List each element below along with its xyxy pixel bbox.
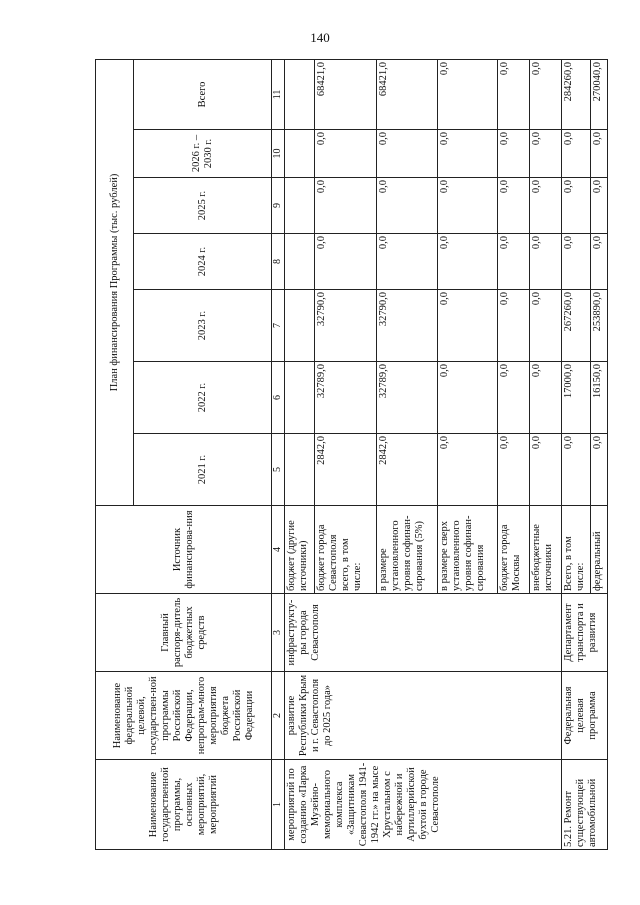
value-cell: 2842,0 — [377, 434, 437, 506]
header-federal-program: Наименование федеральной целевой, государствен-ной программы Российской Федерации, непрограм-много мероприятия бюджета Российской Федерации — [96, 672, 272, 760]
value-cell: 0,0 — [377, 234, 437, 290]
col-number: 4 — [272, 506, 285, 594]
col-number: 11 — [272, 59, 285, 129]
value-cell: 0,0 — [437, 234, 497, 290]
table-row — [285, 59, 315, 849]
value-cell: 0,0 — [591, 234, 608, 290]
budget-manager-cell: Департамент транспорта и развития — [561, 594, 607, 672]
col-number: 2 — [272, 672, 285, 760]
value-cell: 267260,0 — [561, 290, 591, 362]
header-year-2025: 2025 г. — [134, 178, 272, 234]
budget-manager-cell: инфраструкту-ры города Севастополя — [285, 594, 562, 672]
federal-program-cell: развитие Республики Крым и г. Севастополя до 2025 года» — [285, 672, 562, 760]
col-number: 1 — [272, 760, 285, 850]
value-cell: 0,0 — [437, 178, 497, 234]
value-cell: 0,0 — [561, 130, 591, 178]
value-cell: 0,0 — [529, 59, 561, 129]
value-cell: 0,0 — [377, 178, 437, 234]
value-cell: 0,0 — [591, 434, 608, 506]
header-program-name: Наименование государственной программы, основных мероприятий, мероприятий — [96, 760, 272, 850]
value-cell: 270040,0 — [591, 59, 608, 129]
header-year-2023: 2023 г. — [134, 290, 272, 362]
col-number: 8 — [272, 234, 285, 290]
source-cell: бюджет (другие источники) — [285, 506, 315, 594]
value-cell — [285, 178, 315, 234]
value-cell: 0,0 — [498, 59, 530, 129]
header-funding-source: Источник финансирова-ния — [96, 506, 272, 594]
col-number: 7 — [272, 290, 285, 362]
value-cell: 0,0 — [314, 234, 377, 290]
source-cell: Всего, в том числе: — [561, 506, 591, 594]
page-number: 140 — [310, 30, 330, 45]
value-cell — [285, 362, 315, 434]
value-cell: 0,0 — [529, 178, 561, 234]
value-cell: 0,0 — [314, 178, 377, 234]
source-cell: бюджет города Москвы — [498, 506, 530, 594]
source-cell: федеральный — [591, 506, 608, 594]
value-cell: 0,0 — [561, 178, 591, 234]
col-number: 5 — [272, 434, 285, 506]
source-cell: внебюджетные источники — [529, 506, 561, 594]
rotated-table-wrapper — [95, 60, 608, 850]
value-cell: 0,0 — [591, 178, 608, 234]
source-cell: в размере установленного уровня софинан-сирования (5%) — [377, 506, 437, 594]
value-cell: 0,0 — [498, 290, 530, 362]
header-total: Всего — [134, 59, 272, 129]
measure-name-cell: мероприятий по созданию «Парка Музейно-мемориального комплекса «Защитникам Севастополя 1941-1942 гг.» на мысе Хрустальном с набережной и Артиллерийской бухтой в городе Севастополе — [285, 760, 562, 850]
col-number: 3 — [272, 594, 285, 672]
value-cell: 0,0 — [529, 434, 561, 506]
value-cell: 0,0 — [529, 290, 561, 362]
value-cell: 0,0 — [437, 59, 497, 129]
col-number: 10 — [272, 130, 285, 178]
measure-name-cell: 5.21. Ремонт существующей автомобильной — [561, 760, 607, 850]
value-cell: 253890,0 — [591, 290, 608, 362]
value-cell: 2842,0 — [314, 434, 377, 506]
header-financing-plan: План финансирования Программы (тыс. рублей) — [96, 59, 134, 505]
value-cell: 32789,0 — [314, 362, 377, 434]
source-cell: в размере сверх установленного уровня софинан-сирования — [437, 506, 497, 594]
value-cell: 0,0 — [314, 130, 377, 178]
value-cell: 0,0 — [437, 130, 497, 178]
value-cell: 0,0 — [591, 130, 608, 178]
value-cell: 68421,0 — [314, 59, 377, 129]
value-cell: 0,0 — [561, 434, 591, 506]
col-number: 9 — [272, 178, 285, 234]
value-cell: 32790,0 — [377, 290, 437, 362]
table-row — [561, 59, 591, 849]
value-cell: 0,0 — [377, 130, 437, 178]
value-cell: 0,0 — [437, 290, 497, 362]
value-cell: 32790,0 — [314, 290, 377, 362]
value-cell: 0,0 — [498, 234, 530, 290]
financing-table — [95, 59, 608, 850]
value-cell: 0,0 — [498, 130, 530, 178]
value-cell: 0,0 — [437, 434, 497, 506]
header-year-2021: 2021 г. — [134, 434, 272, 506]
value-cell: 0,0 — [529, 234, 561, 290]
value-cell — [285, 59, 315, 129]
value-cell: 17000,0 — [561, 362, 591, 434]
value-cell — [285, 130, 315, 178]
header-budget-manager: Главный распоря-дитель бюджетных средств — [96, 594, 272, 672]
column-numbers-row — [272, 59, 285, 849]
header-year-2022: 2022 г. — [134, 362, 272, 434]
value-cell: 68421,0 — [377, 59, 437, 129]
value-cell: 16150,0 — [591, 362, 608, 434]
header-year-2024: 2024 г. — [134, 234, 272, 290]
value-cell: 0,0 — [529, 130, 561, 178]
value-cell: 0,0 — [561, 234, 591, 290]
source-cell: бюджет города Севастополя всего, в том числе: — [314, 506, 377, 594]
value-cell: 284260,0 — [561, 59, 591, 129]
col-number: 6 — [272, 362, 285, 434]
value-cell — [285, 234, 315, 290]
value-cell: 32789,0 — [377, 362, 437, 434]
header-year-2026-2030: 2026 г. – 2030 г. — [134, 130, 272, 178]
value-cell: 0,0 — [437, 362, 497, 434]
value-cell — [285, 434, 315, 506]
value-cell: 0,0 — [498, 434, 530, 506]
value-cell: 0,0 — [498, 362, 530, 434]
federal-program-cell: Федеральная целевая программа — [561, 672, 607, 760]
value-cell: 0,0 — [498, 178, 530, 234]
value-cell: 0,0 — [529, 362, 561, 434]
value-cell — [285, 290, 315, 362]
